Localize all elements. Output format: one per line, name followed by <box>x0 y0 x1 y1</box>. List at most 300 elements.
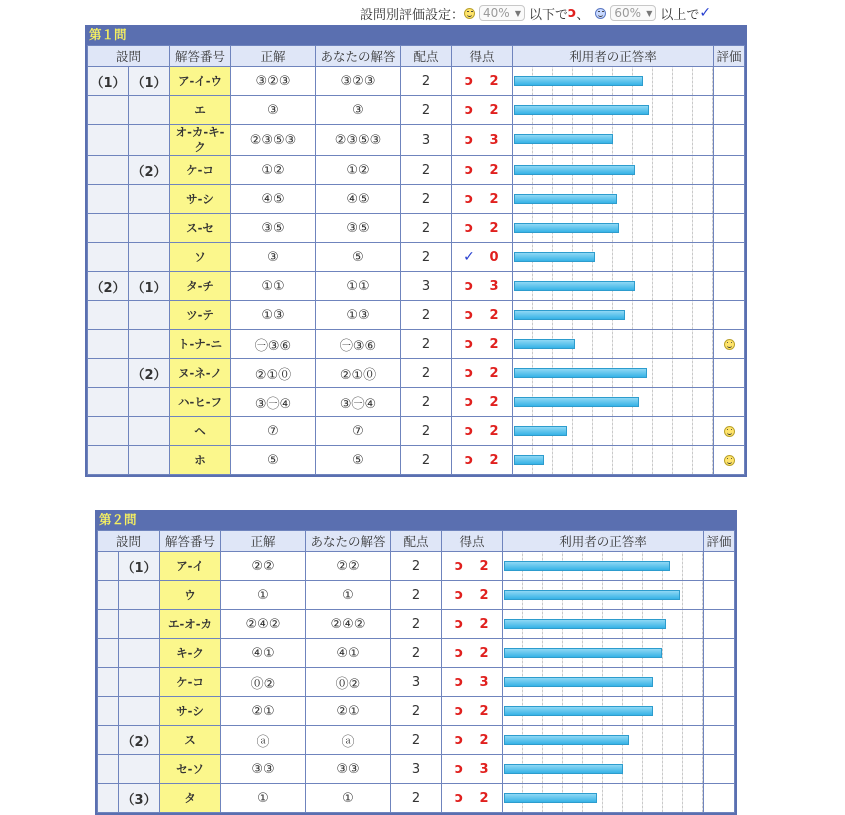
correct-rate-cell <box>513 125 713 155</box>
points-cell: 2 <box>401 67 451 95</box>
score-cell <box>452 272 512 300</box>
your-answer-cell: ⑤ <box>316 243 400 271</box>
answer-number-cell: サ-シ <box>170 185 230 213</box>
correct-rate-cell <box>513 156 713 184</box>
correct-answer-cell: ③ <box>231 96 315 124</box>
smiley-icon <box>724 426 735 437</box>
question-sub-cell: （2） <box>119 726 159 754</box>
header-correct-rate: 利用者の正答率 <box>503 531 703 551</box>
circle-mark-icon: ↄ <box>454 703 464 719</box>
correct-rate-cell <box>513 243 713 271</box>
question-main-cell <box>98 726 118 754</box>
question-main-cell <box>88 417 128 445</box>
correct-rate-bar <box>514 426 567 436</box>
question-sub-cell <box>119 610 159 638</box>
points-cell: 2 <box>401 96 451 124</box>
score-cell <box>442 639 502 667</box>
results-table <box>97 530 735 813</box>
correct-rate-bar <box>514 310 625 320</box>
header-answer-number: 解答番号 <box>170 46 230 66</box>
points-cell: 2 <box>391 552 441 580</box>
question-main-cell <box>98 639 118 667</box>
score-value: 2 <box>489 163 499 178</box>
correct-rate-cell <box>503 697 703 725</box>
table-row <box>88 272 744 300</box>
evaluation-cell <box>714 446 744 474</box>
points-cell: 2 <box>401 301 451 329</box>
question-sub-cell <box>129 388 169 416</box>
correct-rate-cell <box>513 301 713 329</box>
score-cell <box>452 301 512 329</box>
correct-rate-bar <box>504 590 680 600</box>
question-sub-cell <box>119 755 159 783</box>
question-sub-cell <box>129 301 169 329</box>
points-cell: 2 <box>401 243 451 271</box>
your-answer-cell: ①③ <box>316 301 400 329</box>
evaluation-settings <box>360 4 711 22</box>
correct-rate-cell <box>513 359 713 387</box>
correct-answer-cell: ②② <box>221 552 305 580</box>
your-answer-cell: ③③ <box>306 755 390 783</box>
header-score: 得点 <box>442 531 502 551</box>
evaluation-cell <box>714 156 744 184</box>
evaluation-cell <box>714 301 744 329</box>
circle-mark-icon: ↄ <box>464 365 474 381</box>
score-cell <box>442 610 502 638</box>
points-cell: 3 <box>391 668 441 696</box>
answer-number-cell: ア-イ-ウ <box>170 67 230 95</box>
question-main-cell <box>98 784 118 812</box>
score-value: 2 <box>479 588 489 603</box>
table-row <box>88 359 744 387</box>
correct-rate-bar <box>504 561 670 571</box>
your-answer-cell: ②④② <box>306 610 390 638</box>
correct-rate-cell <box>513 446 713 474</box>
score-value: 0 <box>489 250 499 265</box>
correct-rate-bar <box>504 619 666 629</box>
question-sub-cell <box>129 125 169 155</box>
score-value: 2 <box>489 192 499 207</box>
question-main-cell <box>88 301 128 329</box>
score-value: 3 <box>479 762 489 777</box>
table-row <box>98 639 734 667</box>
score-cell <box>442 668 502 696</box>
question-main-cell <box>88 243 128 271</box>
score-value: 2 <box>479 559 489 574</box>
score-value: 3 <box>489 133 499 148</box>
correct-rate-cell <box>503 639 703 667</box>
evaluation-cell <box>704 552 734 580</box>
answer-number-cell: ア-イ <box>160 552 220 580</box>
answer-number-cell: エ <box>170 96 230 124</box>
answer-number-cell: ウ <box>160 581 220 609</box>
question-main-cell <box>88 388 128 416</box>
table-row <box>88 301 744 329</box>
circle-mark-icon: ↄ <box>454 558 464 574</box>
header-question: 設問 <box>98 531 159 551</box>
evaluation-cell <box>714 243 744 271</box>
your-answer-cell: ③ <box>316 96 400 124</box>
score-cell <box>442 755 502 783</box>
question-main-cell: （2） <box>88 272 128 300</box>
question-sub-cell <box>129 417 169 445</box>
answer-number-cell: エ-オ-カ <box>160 610 220 638</box>
question-main-cell <box>88 156 128 184</box>
circle-mark-icon: ↄ <box>464 394 474 410</box>
circle-mark-icon: ↄ <box>464 423 474 439</box>
points-cell: 2 <box>391 639 441 667</box>
question-sub-cell <box>119 639 159 667</box>
question-sub-cell: （1） <box>119 552 159 580</box>
question-sub-cell: （3） <box>119 784 159 812</box>
header-question: 設問 <box>88 46 169 66</box>
your-answer-cell: ① <box>306 581 390 609</box>
correct-answer-cell: ③⑤ <box>231 214 315 242</box>
score-value: 2 <box>489 366 499 381</box>
evaluation-cell <box>704 668 734 696</box>
table-row <box>88 417 744 445</box>
evaluation-cell <box>714 388 744 416</box>
header-points: 配点 <box>391 531 441 551</box>
score-cell <box>452 388 512 416</box>
evaluation-cell <box>714 272 744 300</box>
answer-number-cell: ス <box>160 726 220 754</box>
answer-number-cell: オ-カ-キ-ク <box>170 125 230 155</box>
score-value: 2 <box>489 221 499 236</box>
correct-answer-cell: ②④② <box>221 610 305 638</box>
correct-rate-cell <box>503 726 703 754</box>
your-answer-cell: ③⑤ <box>316 214 400 242</box>
question-main-cell <box>88 359 128 387</box>
circle-mark-icon: ↄ <box>454 674 464 690</box>
question-sub-cell: （2） <box>129 359 169 387</box>
question-main-cell <box>88 185 128 213</box>
correct-rate-bar <box>504 764 623 774</box>
correct-rate-bar <box>504 706 653 716</box>
correct-answer-cell: ⑤ <box>231 446 315 474</box>
answer-number-cell: セ-ソ <box>160 755 220 783</box>
correct-answer-cell: ③ <box>231 243 315 271</box>
score-value: 2 <box>489 308 499 323</box>
circle-mark-icon: ↄ <box>464 336 474 352</box>
correct-rate-bar <box>514 252 595 262</box>
correct-rate-cell <box>503 552 703 580</box>
answer-number-cell: ソ <box>170 243 230 271</box>
table-row <box>88 446 744 474</box>
circle-mark-icon: ↄ <box>464 191 474 207</box>
score-cell <box>452 156 512 184</box>
evaluation-cell <box>704 726 734 754</box>
correct-answer-cell: ④① <box>221 639 305 667</box>
question-main-cell <box>88 330 128 358</box>
circle-mark-icon: ↄ <box>464 162 474 178</box>
your-answer-cell: ⑦ <box>316 417 400 445</box>
score-cell <box>452 67 512 95</box>
header-correct: 正解 <box>231 46 315 66</box>
points-cell: 2 <box>401 359 451 387</box>
correct-answer-cell: ①② <box>231 156 315 184</box>
circle-mark-icon: ↄ <box>464 278 474 294</box>
low-threshold-value: 40% <box>483 6 510 20</box>
score-value: 2 <box>479 791 489 806</box>
table-row <box>88 185 744 213</box>
circle-mark-icon: ↄ <box>454 587 464 603</box>
correct-answer-cell: ①③ <box>231 301 315 329</box>
section-title: 第１問 <box>87 25 745 45</box>
evaluation-cell <box>714 214 744 242</box>
evaluation-cell <box>704 784 734 812</box>
question-main-cell <box>98 668 118 696</box>
your-answer-cell: ⓪② <box>306 668 390 696</box>
correct-rate-cell <box>513 417 713 445</box>
header-your-answer: あなたの解答 <box>316 46 400 66</box>
section-title: 第２問 <box>97 510 735 530</box>
points-cell: 3 <box>401 125 451 155</box>
table-row <box>98 726 734 754</box>
question-main-cell: （1） <box>88 67 128 95</box>
correct-rate-cell <box>513 330 713 358</box>
header-your-answer: あなたの解答 <box>306 531 390 551</box>
question-sub-cell <box>129 243 169 271</box>
score-value: 2 <box>489 74 499 89</box>
table-row <box>98 784 734 812</box>
answer-number-cell: サ-シ <box>160 697 220 725</box>
table-row <box>88 156 744 184</box>
correct-answer-cell: ②③⑤③ <box>231 125 315 155</box>
answer-number-cell: ヌ-ネ-ノ <box>170 359 230 387</box>
high-threshold-select[interactable] <box>610 5 656 21</box>
circle-mark-icon: ↄ <box>464 102 474 118</box>
question-main-cell <box>88 446 128 474</box>
table-row <box>88 214 744 242</box>
question-main-cell <box>98 581 118 609</box>
correct-answer-cell: ⓪② <box>221 668 305 696</box>
evaluation-cell <box>704 697 734 725</box>
settings-separator: 、 <box>576 7 590 23</box>
correct-rate-bar <box>504 677 653 687</box>
answer-number-cell: タ-チ <box>170 272 230 300</box>
circle-mark-icon: ↄ <box>454 616 464 632</box>
your-answer-cell: ③②③ <box>316 67 400 95</box>
correct-answer-cell: ②①⓪ <box>231 359 315 387</box>
evaluation-cell <box>714 96 744 124</box>
circle-mark-icon: ↄ <box>464 132 474 148</box>
answer-number-cell: ヘ <box>170 417 230 445</box>
correct-rate-cell <box>513 67 713 95</box>
correct-rate-cell <box>513 214 713 242</box>
evaluation-cell <box>704 755 734 783</box>
answer-number-cell: ホ <box>170 446 230 474</box>
score-cell <box>442 726 502 754</box>
answer-number-cell: ス-セ <box>170 214 230 242</box>
your-answer-cell: ④⑤ <box>316 185 400 213</box>
table-row <box>88 96 744 124</box>
circle-mark-icon: ↄ <box>454 645 464 661</box>
correct-answer-cell: ③㊀④ <box>231 388 315 416</box>
correct-rate-cell <box>503 668 703 696</box>
correct-rate-bar <box>504 648 662 658</box>
settings-label: 設問別評価設定： <box>360 7 465 23</box>
header-evaluation: 評価 <box>714 46 744 66</box>
points-cell: 2 <box>391 610 441 638</box>
points-cell: 2 <box>401 330 451 358</box>
points-cell: 3 <box>401 272 451 300</box>
correct-rate-cell <box>513 185 713 213</box>
section-2 <box>95 510 737 815</box>
answer-number-cell: タ <box>160 784 220 812</box>
circle-mark-icon: ↄ <box>464 452 474 468</box>
score-cell <box>442 697 502 725</box>
score-value: 3 <box>479 675 489 690</box>
question-sub-cell: （1） <box>129 67 169 95</box>
your-answer-cell: ③㊀④ <box>316 388 400 416</box>
score-cell <box>452 417 512 445</box>
circle-mark-icon: ↄ <box>454 732 464 748</box>
correct-rate-bar <box>514 339 575 349</box>
score-cell <box>442 784 502 812</box>
question-main-cell <box>98 610 118 638</box>
answer-number-cell: ハ-ヒ-フ <box>170 388 230 416</box>
question-sub-cell <box>119 668 159 696</box>
correct-rate-cell <box>503 610 703 638</box>
high-suffix: 以上で <box>660 7 700 23</box>
chevron-down-icon: ▼ <box>646 8 653 18</box>
question-sub-cell: （1） <box>129 272 169 300</box>
points-cell: 2 <box>401 214 451 242</box>
points-cell: 2 <box>401 388 451 416</box>
question-sub-cell <box>129 96 169 124</box>
correct-answer-cell: ㊀③⑥ <box>231 330 315 358</box>
circle-mark-icon: ↄ <box>464 73 474 89</box>
results-table <box>87 45 745 475</box>
score-value: 2 <box>489 395 499 410</box>
header-correct: 正解 <box>221 531 305 551</box>
correct-rate-cell <box>513 272 713 300</box>
evaluation-cell <box>714 330 744 358</box>
correct-answer-cell: ④⑤ <box>231 185 315 213</box>
header-answer-number: 解答番号 <box>160 531 220 551</box>
question-main-cell <box>88 125 128 155</box>
question-main-cell <box>88 214 128 242</box>
your-answer-cell: ①② <box>316 156 400 184</box>
header-points: 配点 <box>401 46 451 66</box>
chevron-down-icon: ▼ <box>514 8 522 18</box>
score-cell <box>452 243 512 271</box>
score-cell <box>452 359 512 387</box>
correct-answer-cell: ③②③ <box>231 67 315 95</box>
evaluation-cell <box>714 185 744 213</box>
points-cell: 2 <box>401 185 451 213</box>
points-cell: 2 <box>401 446 451 474</box>
question-main-cell <box>98 697 118 725</box>
smiley-blue-icon <box>595 8 606 19</box>
score-value: 2 <box>489 424 499 439</box>
check-mark-icon: ✓ <box>463 249 475 265</box>
correct-rate-bar <box>514 397 639 407</box>
evaluation-cell <box>704 639 734 667</box>
your-answer-cell: ① <box>306 784 390 812</box>
evaluation-cell <box>714 125 744 155</box>
score-value: 2 <box>479 733 489 748</box>
evaluation-cell <box>704 610 734 638</box>
evaluation-cell <box>704 581 734 609</box>
your-answer-cell: ②② <box>306 552 390 580</box>
correct-rate-cell <box>503 784 703 812</box>
circle-mark-icon: ↄ <box>464 220 474 236</box>
smiley-icon <box>724 339 735 350</box>
header-score: 得点 <box>452 46 512 66</box>
score-value: 2 <box>489 337 499 352</box>
score-cell <box>452 96 512 124</box>
correct-answer-cell: ②① <box>221 697 305 725</box>
score-cell <box>452 185 512 213</box>
correct-rate-bar <box>514 105 649 115</box>
correct-rate-bar <box>514 368 647 378</box>
answer-number-cell: ケ-コ <box>170 156 230 184</box>
circle-mark-icon: ↄ <box>454 761 464 777</box>
smiley-icon <box>724 455 735 466</box>
table-row <box>98 552 734 580</box>
high-threshold-value: 60% <box>614 6 642 20</box>
table-row <box>98 610 734 638</box>
table-row <box>98 581 734 609</box>
score-cell <box>442 552 502 580</box>
correct-rate-bar <box>514 76 643 86</box>
section-1 <box>85 25 747 477</box>
your-answer-cell: ②① <box>306 697 390 725</box>
correct-rate-bar <box>504 793 597 803</box>
your-answer-cell: ㊀③⑥ <box>316 330 400 358</box>
score-cell <box>452 125 512 155</box>
table-header-row <box>88 46 744 66</box>
answer-number-cell: ツ-テ <box>170 301 230 329</box>
correct-rate-bar <box>504 735 629 745</box>
evaluation-cell <box>714 359 744 387</box>
table-row <box>98 697 734 725</box>
score-cell <box>452 214 512 242</box>
smiley-icon <box>464 8 475 19</box>
table-header-row <box>98 531 734 551</box>
points-cell: 2 <box>391 784 441 812</box>
question-sub-cell <box>119 581 159 609</box>
question-main-cell <box>98 755 118 783</box>
correct-rate-bar <box>514 455 544 465</box>
points-cell: 2 <box>391 726 441 754</box>
evaluation-cell <box>714 67 744 95</box>
circle-mark-icon: ↄ <box>464 307 474 323</box>
correct-rate-cell <box>503 581 703 609</box>
correct-rate-bar <box>514 194 617 204</box>
table-row <box>98 668 734 696</box>
answer-number-cell: ケ-コ <box>160 668 220 696</box>
score-value: 2 <box>479 646 489 661</box>
low-threshold-select[interactable] <box>479 5 525 21</box>
circle-mark-icon: ↄ <box>454 790 464 806</box>
question-main-cell <box>88 96 128 124</box>
score-value: 2 <box>489 103 499 118</box>
your-answer-cell: ②③⑤③ <box>316 125 400 155</box>
table-row <box>98 755 734 783</box>
points-cell: 2 <box>401 156 451 184</box>
question-sub-cell: （2） <box>129 156 169 184</box>
question-sub-cell <box>129 214 169 242</box>
score-cell <box>452 330 512 358</box>
answer-number-cell: ト-ナ-ニ <box>170 330 230 358</box>
score-value: 2 <box>489 453 499 468</box>
correct-answer-cell: ① <box>221 581 305 609</box>
table-row <box>88 67 744 95</box>
correct-rate-cell <box>503 755 703 783</box>
